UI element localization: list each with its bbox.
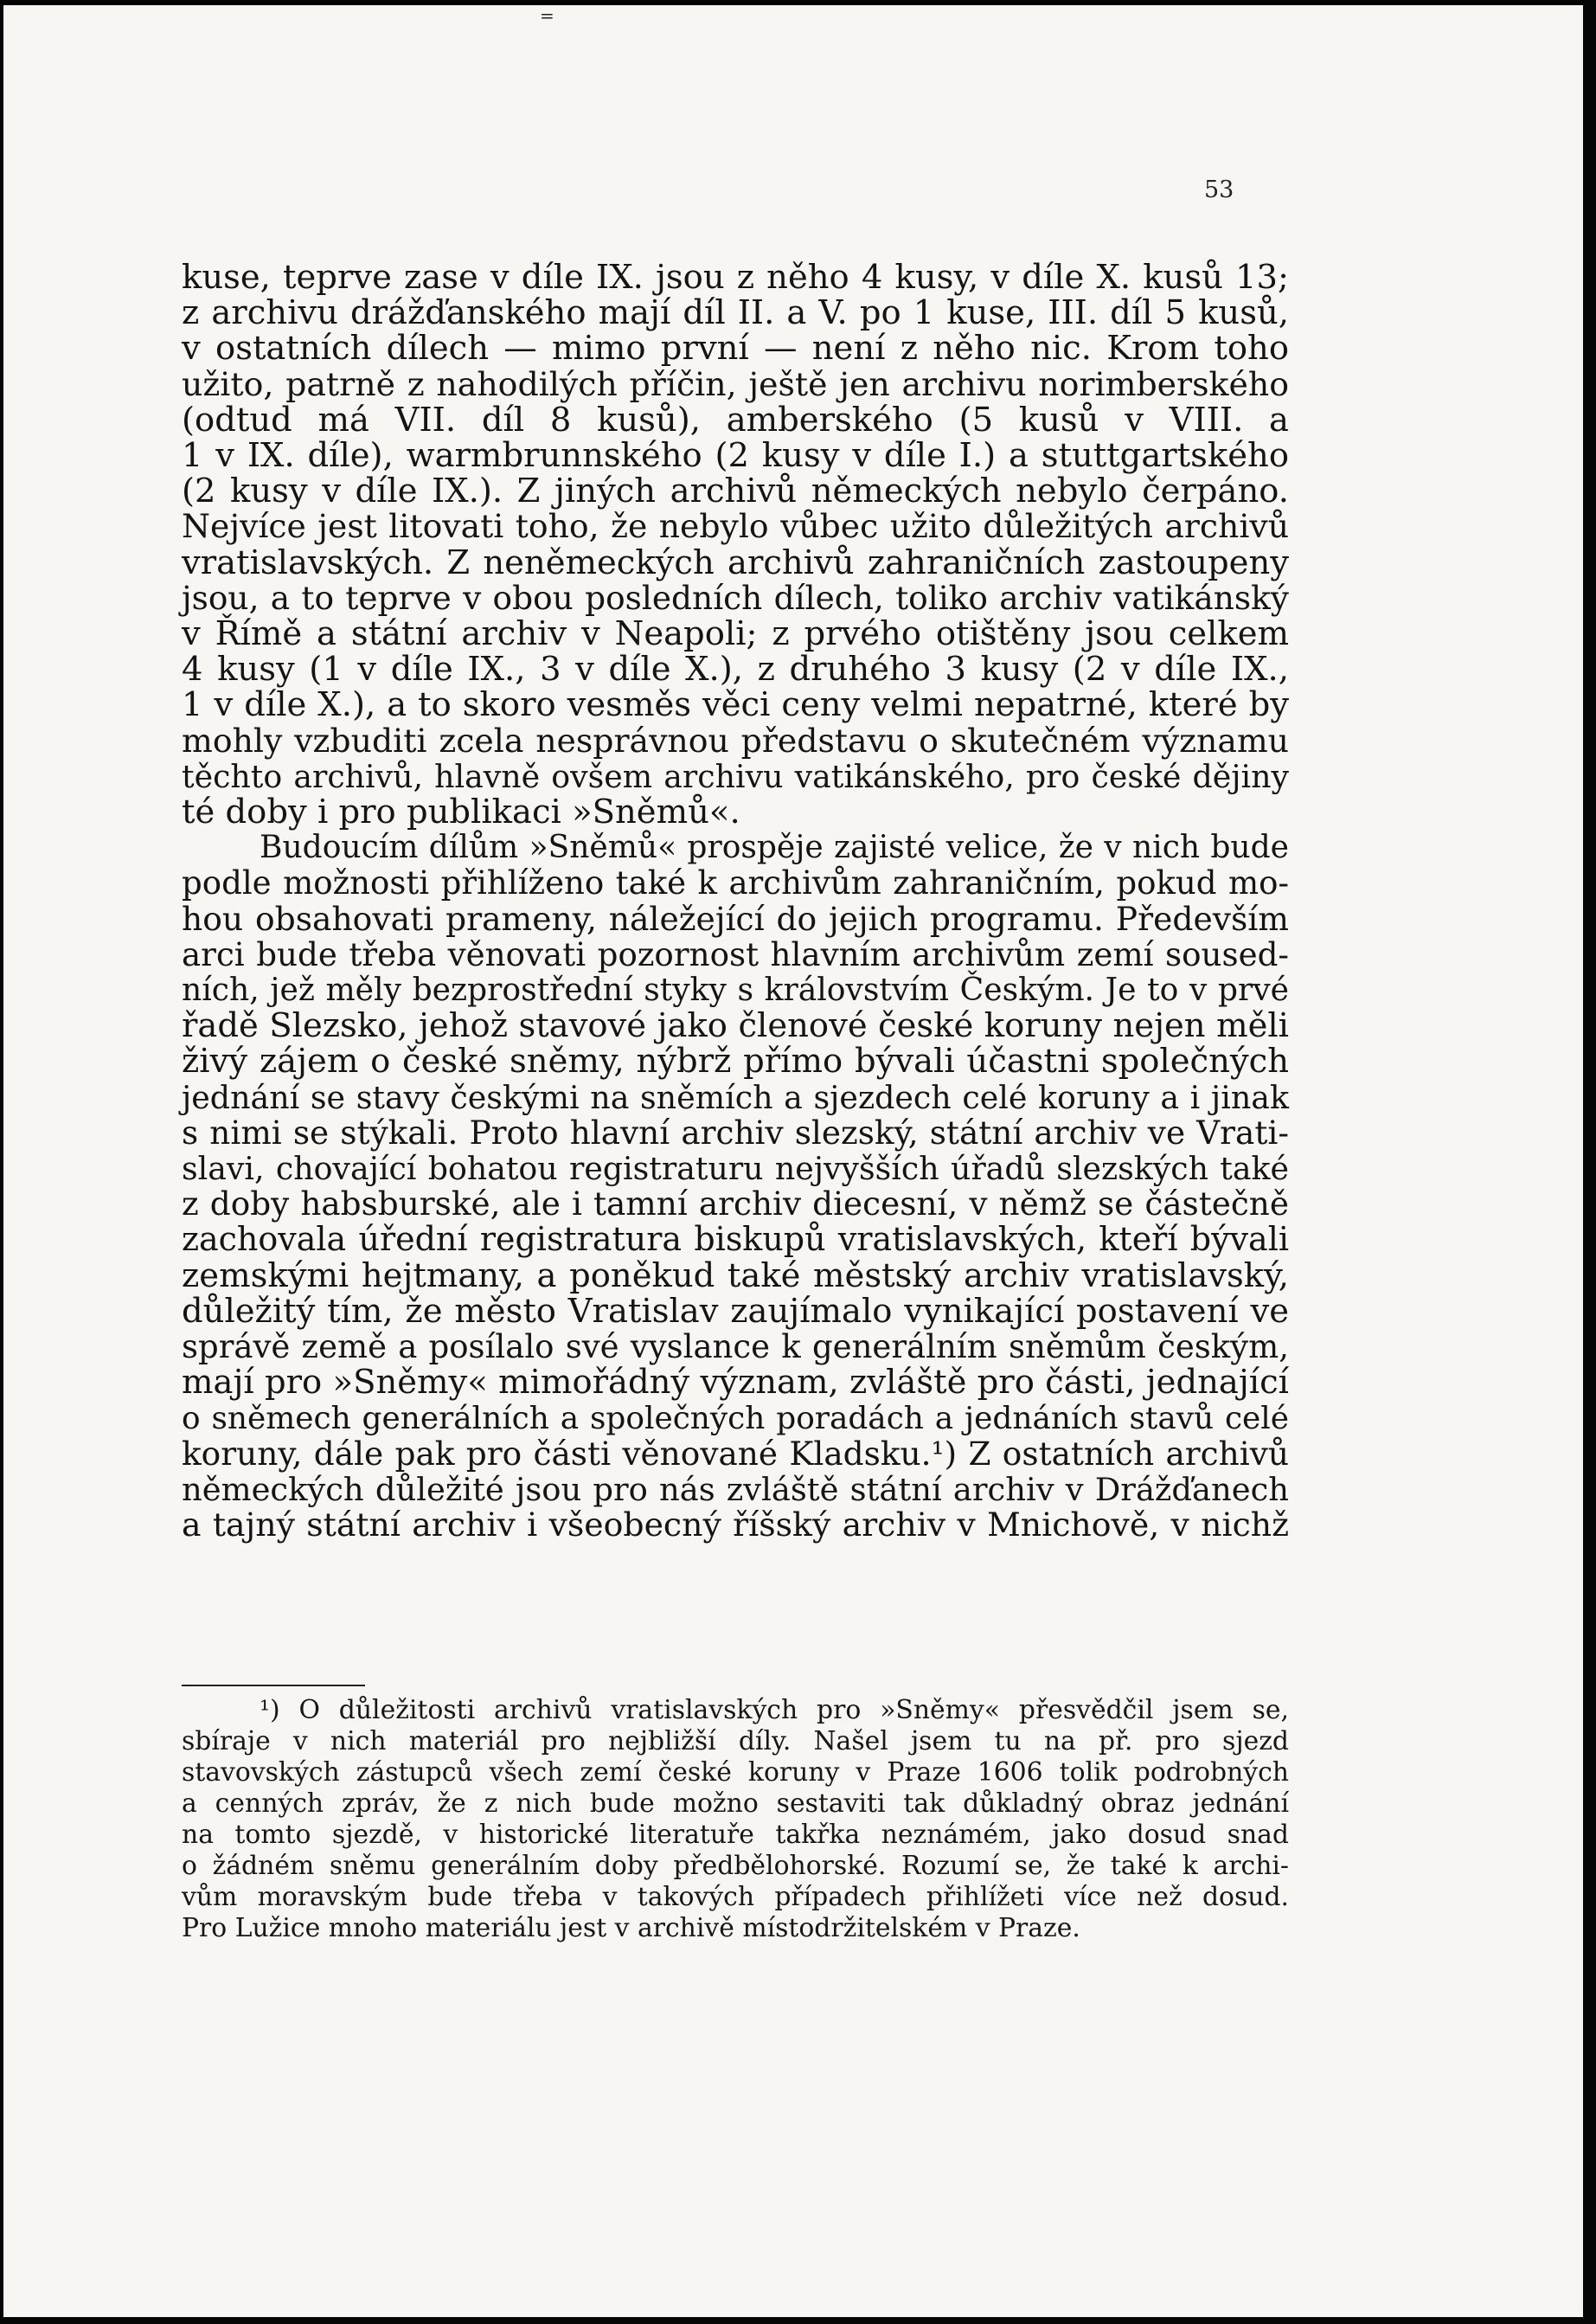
text-line: s nimi se stýkali. Proto hlavní archiv slezský, státní archiv ve Vrati- [182,1113,1289,1152]
text-line: důležitý tím, že město Vratislav zaujímalo vynikající postavení ve [182,1291,1289,1331]
text-line: z archivu drážďanského mají díl II. a V. po 1 kuse, III. díl 5 kusů, [182,293,1289,333]
body-text [182,260,1289,1543]
text-line: v ostatních dílech — mimo první — není z něho nic. Krom toho [182,329,1289,369]
text-line: podle možnosti přihlíženo také k archivům zahraničním, pokud mo- [182,864,1289,902]
text-line: Budoucím dílům »Sněmů« prospěje zajisté velice, že v nich bude [260,830,1289,866]
text-line: zachovala úřední registratura biskupů vratislavských, kteří bývali [182,1220,1289,1259]
text-line: mají pro »Sněmy« mimořádný význam, zvláště pro části, jednající [182,1363,1289,1403]
paragraph-1 [182,260,1289,830]
text-line: 4 kusy (1 v díle IX., 3 v díle X.), z druhého 3 kusy (2 v díle IX., [182,650,1289,690]
text-line: kuse, teprve zase v díle IX. jsou z něho 4 kusy, v díle X. kusů 13; [182,258,1289,297]
text-line: 1 v díle X.), a to skoro vesměs věci ceny velmi nepatrné, které by [182,685,1289,725]
text-line: koruny, dále pak pro části věnované Kladsku.¹) Z ostatních archivů [182,1434,1289,1473]
text-line: o sněmech generálních a společných poradách a jednáních stavů celé [182,1400,1289,1436]
footnote-line: a cenných zpráv, že z nich bude možno sestaviti tak důkladný obraz jednání [182,1788,1289,1819]
footnote-line: ¹) O důležitosti archivů vratislavských pro »Sněmy« přesvědčil jsem se, [260,1695,1289,1725]
text-line: správě země a posílalo své vyslance k generálním sněmům českým, [182,1328,1289,1366]
text-line: Nejvíce jest litovati toho, že nebylo vůbec užito důležitých archivů [182,507,1289,546]
text-line: slavi, chovající bohatou registraturu nejvyšších úřadů slezských také [182,1150,1289,1188]
text-line: německých důležité jsou pro nás zvláště státní archiv v Drážďanech [182,1470,1289,1508]
text-line: hou obsahovati prameny, náležející do jejich programu. Především [182,899,1289,938]
footnote-line: na tomto sjezdě, v historické literatuře takřka neznámém, jako dosud snad [182,1820,1289,1850]
text-line: z doby habsburské, ale i tamní archiv diecesní, v němž se částečně [182,1184,1289,1223]
footnote-line: o žádném sněmu generálním doby předbělohorské. Rozumí se, že také k archi- [182,1851,1289,1881]
footnote-line: stavovských zástupců všech zemí české koruny v Praze 1606 tolik podrobných [182,1757,1289,1788]
text-line: jednání se stavy českými na sněmích a sjezdech celé koruny a i jinak [182,1078,1289,1116]
text-line: užito, patrně z nahodilých příčin, ještě jen archivu norimberského [182,364,1289,403]
footnote [182,1695,1289,1944]
text-line: jsou, a to teprve v obou posledních dílech, toliko archiv vatikánský [182,578,1289,617]
text-line: mohly vzbuditi zcela nesprávnou představu o skutečném významu [182,721,1289,760]
text-line: (2 kusy v díle IX.). Z jiných archivů německých nebylo čerpáno. [182,472,1289,511]
text-line: živý zájem o české sněmy, nýbrž přímo bývali účastni společných [182,1042,1289,1082]
text-line: v Římě a státní archiv v Neapoli; z prvého otištěny jsou celkem [182,614,1289,654]
footnote-line: vům moravským bude třeba v takových případech přihlížeti více než dosud. [182,1882,1289,1912]
document-page [3,5,1583,2317]
text-line: ních, jež měly bezprostřední styky s královstvím Českým. Je to v prvé [182,972,1289,1009]
footnote-line: sbíraje v nich materiál pro nejbližší díly. Našel jsem tu na př. pro sjezd [182,1726,1289,1756]
scan-mark: = [540,5,554,26]
text-line: těchto archivů, hlavně ovšem archivu vatikánského, pro české dějiny [182,757,1289,795]
text-line: 1 v IX. díle), warmbrunnského (2 kusy v díle I.) a stuttgartského [182,436,1289,476]
text-line: řadě Slezsko, jehož stavové jako členové české koruny nejen měli [182,1006,1289,1046]
text-line: (odtud má VII. díl 8 kusů), amberského (5 kusů v VIII. a [182,400,1289,440]
text-line: zemskými hejtmany, a poněkud také městský archiv vratislavský, [182,1255,1289,1295]
paragraph-2 [182,830,1289,1543]
footnote-line: Pro Lužice mnoho materiálu jest v archivě místodržitelském v Praze. [182,1913,1080,1943]
footnote-divider [182,1685,365,1686]
text-line: arci bude třeba věnovati pozornost hlavním archivům zemí soused- [182,934,1289,973]
text-line: a tajný státní archiv i všeobecný říšský archiv v Mnichově, v nichž [182,1505,1289,1544]
text-line: vratislavských. Z neněmeckých archivů zahraničních zastoupeny [182,542,1289,582]
page-number: 53 [1204,177,1234,203]
text-line: té doby i pro publikaci »Sněmů«. [182,793,740,832]
